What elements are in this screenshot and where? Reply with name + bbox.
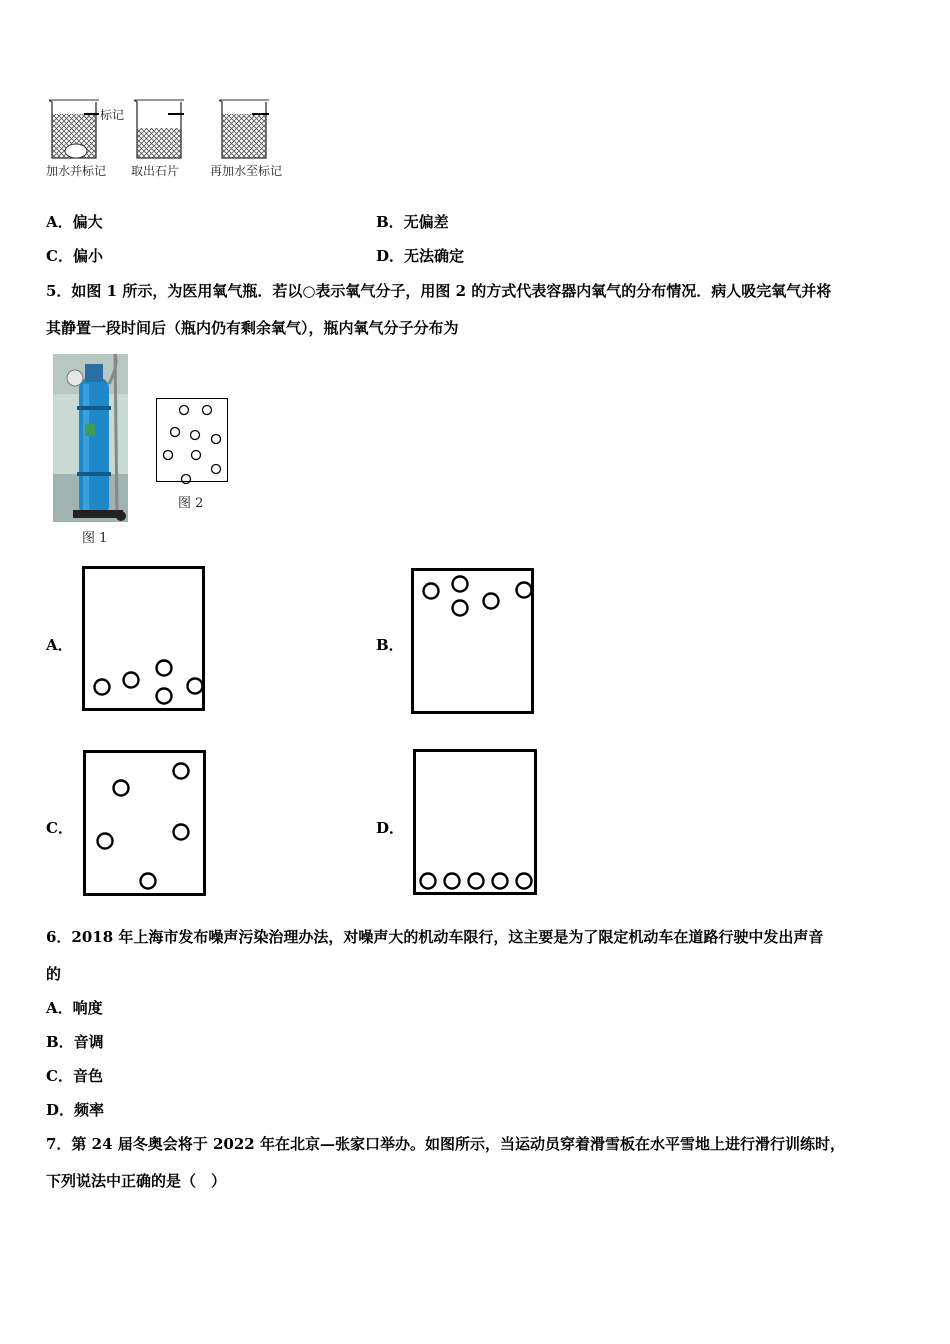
molecule [124,673,139,688]
beaker-caption-3: 再加水至标记 [210,164,283,178]
q4-option-b[interactable]: B．无偏差 [376,213,449,231]
molecule [192,451,201,460]
molecule [164,451,173,460]
beaker-caption-1: 加水并标记 [46,164,107,178]
q5-option-a-label[interactable]: A． [46,636,73,654]
q5-option-b-label[interactable]: B． [376,636,404,654]
fig2-molecule-box [156,398,228,482]
beaker-1 [49,100,99,158]
molecule [517,874,532,889]
beaker-caption-2: 取出石片 [131,164,180,178]
molecule [212,465,221,474]
q5-option-a-box[interactable] [82,566,205,711]
q5-option-c-label[interactable]: C． [46,819,73,837]
q6-option-d[interactable]: D．频率 [46,1101,105,1119]
molecule [174,825,189,840]
molecule [180,406,189,415]
oxygen-cylinder-figure [53,354,128,522]
molecule [157,689,172,704]
q6-stem-line1: 6．2018 年上海市发布噪声污染治理办法，对噪声大的机动车限行，这主要是为了限定机动车在道路行驶中发出声音 [46,928,824,946]
beaker-diagram [44,96,304,166]
q4-option-d[interactable]: D．无法确定 [376,247,465,265]
beaker-figure [44,96,304,186]
q7-stem-line2: 下列说法中正确的是（ ） [46,1172,227,1190]
fig2-caption: 图 2 [178,496,204,511]
molecule [493,874,508,889]
beaker-3 [219,100,269,158]
molecule [174,764,189,779]
q5-option-d-box[interactable] [413,749,537,895]
molecule [98,834,113,849]
molecule [141,874,156,889]
beaker-2 [134,100,184,158]
molecule [453,601,468,616]
molecule [171,428,180,437]
molecule [517,583,532,598]
oxygen-cylinder-image [53,354,128,522]
beaker-mark-label: 标记 [100,108,125,122]
q5-option-c-box[interactable] [83,750,206,896]
molecule [114,781,129,796]
fig1-caption: 图 1 [82,531,108,546]
q5-stem-line2: 其静置一段时间后（瓶内仍有剩余氧气），瓶内氧气分子分布为 [46,319,459,337]
q6-option-b[interactable]: B．音调 [46,1033,104,1051]
molecule [469,874,484,889]
molecule [453,577,468,592]
q6-option-a[interactable]: A．响度 [46,999,103,1017]
molecule [212,435,221,444]
q6-option-c[interactable]: C．音色 [46,1067,103,1085]
q7-stem-line1: 7．第 24 届冬奥会将于 2022 年在北京—张家口举办。如图所示，当运动员穿着滑雪板在水平雪地上进行滑行训练时， [46,1135,845,1153]
q6-stem-line2: 的 [46,965,62,983]
molecule [182,475,191,484]
molecule [424,584,439,599]
molecule [157,661,172,676]
molecule [421,874,436,889]
molecule [191,431,200,440]
q4-option-c[interactable]: C．偏小 [46,247,103,265]
molecule [484,594,499,609]
molecule [445,874,460,889]
q5-option-d-label[interactable]: D． [376,819,405,837]
molecule [95,680,110,695]
q5-option-b-box[interactable] [411,568,534,714]
molecule [203,406,212,415]
q4-option-a[interactable]: A．偏大 [46,213,103,231]
molecule [188,679,203,694]
q5-stem-line1: 5．如图 1 所示，为医用氧气瓶．若以○表示氧气分子，用图 2 的方式代表容器内氧气的分布情况．病人吸完氧气并将 [46,282,832,300]
